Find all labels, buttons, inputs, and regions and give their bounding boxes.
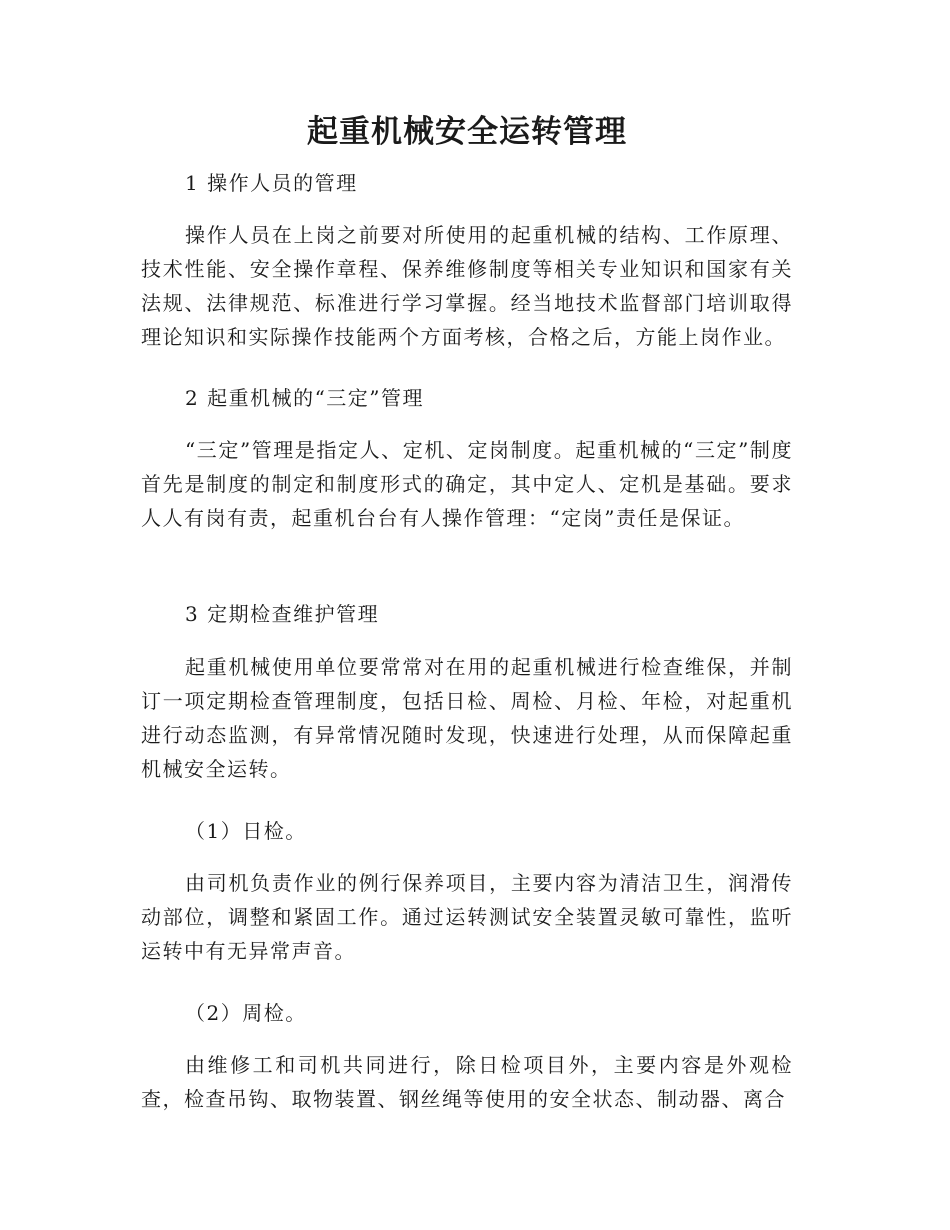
section-3-paragraph: 起重机械使用单位要常常对在用的起重机械进行检查维保，并制订一项定期检查管理制度，包括日检、周检、月检、年检，对起重机进行动态监测，有异常情况随时发现，快速进行处理，从而保障起重机械安全运转。 <box>141 655 793 781</box>
section-2-paragraph: “三定”管理是指定人、定机、定岗制度。起重机械的“三定”制度首先是制度的制定和制度形式的确定，其中定人、定机是基础。要求人人有岗有责，起重机台台有人操作管理：“定岗”责任是保证。 <box>141 438 793 530</box>
section-3-heading: 3 定期检查维护管理 <box>185 602 380 626</box>
section-1-paragraph: 操作人员在上岗之前要对所使用的起重机械的结构、工作原理、技术性能、安全操作章程、保养维修制度等相关专业知识和国家有关法规、法律规范、标准进行学习掌握。经当地技术监督部门培训取得理论知识和实际操作技能两个方面考核，合格之后，方能上岗作业。 <box>141 223 793 349</box>
weekly-check-paragraph: 由维修工和司机共同进行，除日检项目外，主要内容是外观检查，检查吊钩、取物装置、钢丝绳等使用的安全状态、制动器、离合 <box>141 1053 793 1111</box>
daily-check-paragraph: 由司机负责作业的例行保养项目，主要内容为清洁卫生，润滑传动部位，调整和紧固工作。通过运转测试安全装置灵敏可靠性，监听运转中有无异常声音。 <box>141 871 793 963</box>
daily-check-heading: （1）日检。 <box>185 819 307 843</box>
section-1-heading: 1 操作人员的管理 <box>185 171 358 195</box>
section-2-heading: 2 起重机械的“三定”管理 <box>185 386 425 410</box>
weekly-check-heading: （2）周检。 <box>185 1001 307 1025</box>
document-title: 起重机械安全运转管理 <box>307 114 627 150</box>
